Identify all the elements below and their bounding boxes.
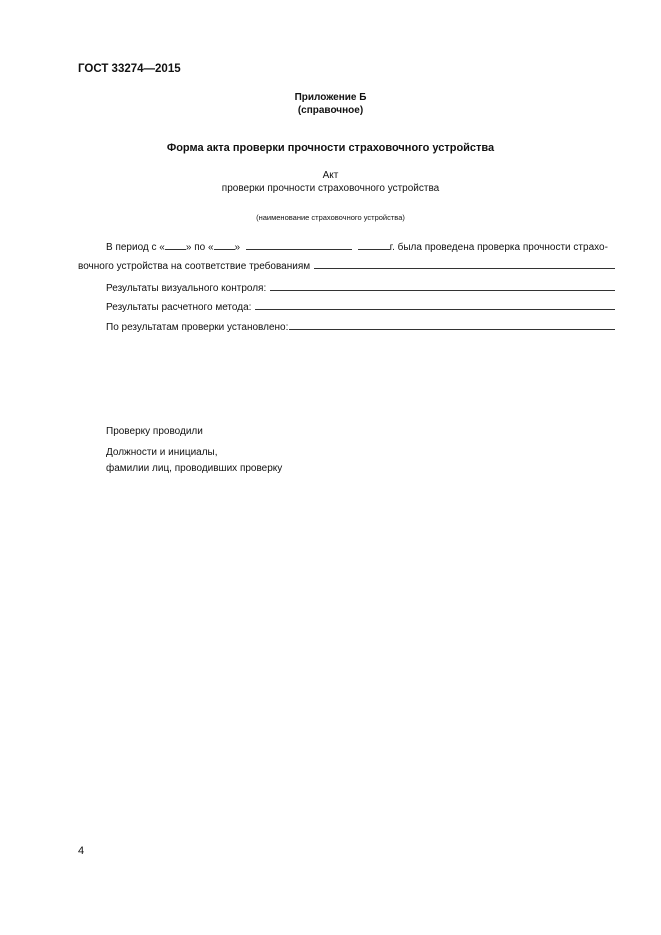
annex-title: Приложение Б xyxy=(294,92,367,103)
visual-control-label: Результаты визуального контроля: xyxy=(106,283,267,294)
calculation-method-label: Результаты расчетного метода: xyxy=(106,302,252,313)
conclusion-label: По результатам проверки установлено: xyxy=(106,322,289,333)
period-text-3: » xyxy=(234,242,241,253)
day-to-field[interactable] xyxy=(214,248,235,250)
day-from-field[interactable] xyxy=(165,248,186,250)
requirements-field[interactable] xyxy=(314,259,615,269)
positions-line-2: фамилии лиц, проводивших проверку xyxy=(106,463,283,474)
name-caption: (наименование страховочного устройства) xyxy=(256,213,405,222)
annex-status: (справочное) xyxy=(297,105,364,116)
period-line-1 xyxy=(106,242,608,253)
calculation-method-row xyxy=(106,300,615,313)
act-heading xyxy=(0,169,661,195)
month-field[interactable] xyxy=(246,248,352,250)
period-text-1: В период с « xyxy=(106,242,165,253)
period-text-2: » по « xyxy=(185,242,214,253)
page-number: 4 xyxy=(78,845,85,857)
period-text-4: г. была проведена проверка прочности страхо- xyxy=(389,242,608,253)
visual-control-row xyxy=(106,281,615,294)
positions-line-1: Должности и инициалы, xyxy=(106,447,218,458)
period-line-2 xyxy=(78,259,615,272)
performed-by-label: Проверку проводили xyxy=(106,426,203,437)
requirements-label: вочного устройства на соответствие требованиям xyxy=(78,261,311,272)
visual-control-field[interactable] xyxy=(270,281,615,291)
form-title: Форма акта проверки прочности страховочного устройства xyxy=(166,142,495,154)
conclusion-field[interactable] xyxy=(289,320,615,330)
conclusion-row xyxy=(106,320,615,333)
calculation-method-field[interactable] xyxy=(255,300,615,310)
year-field[interactable] xyxy=(358,248,390,250)
annex-heading xyxy=(0,91,661,117)
document-header: ГОСТ 33274—2015 xyxy=(78,63,181,75)
act-subtitle: проверки прочности страховочного устройства xyxy=(221,183,440,194)
act-word: Акт xyxy=(322,170,339,181)
